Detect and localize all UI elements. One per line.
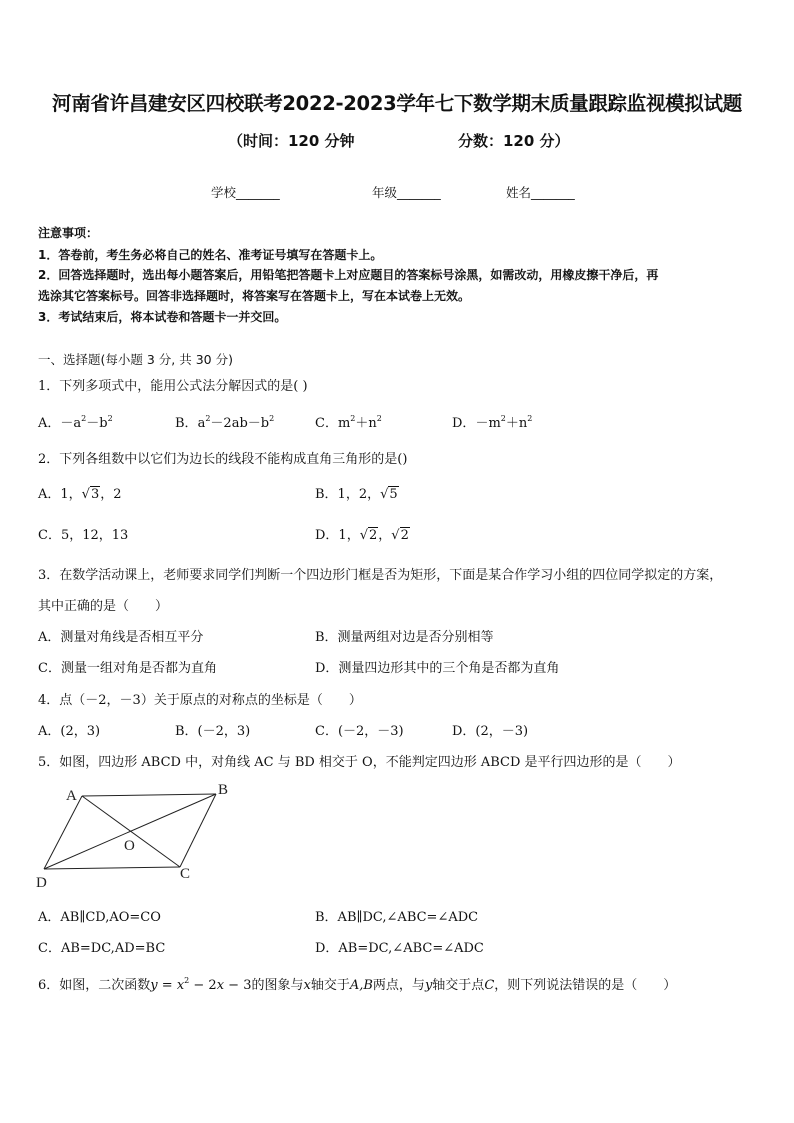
q4-option-c: C．(－2，－3) [315,724,404,739]
q1-stem: 1．下列多项式中，能用公式法分解因式的是( ) [38,379,308,394]
q2-stem: 2．下列各组数中以它们为边长的线段不能构成直角三角形的是() [38,452,408,467]
section-heading: 一、选择题(每小题 3 分, 共 30 分) [38,352,233,367]
school-field: 学校_______ [211,185,280,200]
q2-option-c: C．5，12，13 [38,528,129,543]
q6-stem: 6．如图，二次函数$y = x^2 - 2x - 3$的图象与x轴交于A,B两点，与y轴交于点C，则下列说法错误的是（ ） [38,976,677,993]
side-da [44,796,82,869]
q2-option-d: D．1，√2，√2 [315,528,409,543]
grade-field: 年级_______ [372,185,441,200]
q3-stem-line2: 其中正确的是（ ） [38,599,169,614]
q5-stem: 5．如图，四边形 ABCD 中，对角线 AC 与 BD 相交于 O，不能判定四边形 ABCD 是平行四边形的是（ ） [38,755,681,770]
side-bc [180,794,216,867]
q1-option-a: A．$-a^2-b^2$ [38,414,113,431]
parallelogram-figure [30,780,240,890]
score-label: 分数：120 分） [458,132,570,150]
side-ab [82,794,216,796]
q2-option-a: A．1，√3，2 [38,487,122,502]
q4-option-d: D．(2，－3) [452,724,529,739]
q4-stem: 4．点（－2，－3）关于原点的对称点的坐标是（ ） [38,693,362,708]
q2-option-b: B．1，2，√5 [315,487,398,502]
label-a: A [66,788,77,804]
name-field: 姓名_______ [506,185,575,200]
time-label: （时间：120 分钟 [228,132,355,150]
q1-option-b: B．$a^2-2ab-b^2$ [175,414,275,431]
notice-item-3: 3．考试结束后，将本试卷和答题卡一并交回。 [38,310,287,324]
q4-option-a: A．(2，3) [38,724,101,739]
label-c: C [180,866,191,882]
q3-option-b: B．测量两组对边是否分别相等 [315,630,494,645]
notice-item-1: 1．答卷前，考生务必将自己的姓名、准考证号填写在答题卡上。 [38,248,383,262]
q5-option-a: A．AB∥CD,AO=CO [38,910,161,925]
q4-option-b: B．(－2，3) [175,724,251,739]
notice-heading: 注意事项： [38,226,99,240]
q3-stem-line1: 3．在数学活动课上，老师要求同学们判断一个四边形门框是否为矩形，下面是某合作学习小组的四位同学拟定的方案， [38,568,723,583]
notice-item-2: 2．回答选择题时，选出每小题答案后，用铅笔把答题卡上对应题目的答案标号涂黑，如需改动，用橡皮擦干净后，再 [38,268,659,282]
q3-option-a: A．测量对角线是否相互平分 [38,630,204,645]
label-o: O [124,838,135,854]
notice-item-2-cont: 选涂其它答案标号。回答非选择题时，将答案写在答题卡上，写在本试卷上无效。 [38,289,471,303]
q1-option-d: D．$-m^2+n^2$ [452,414,533,431]
q3-option-c: C．测量一组对角是否都为直角 [38,661,217,676]
label-b: B [218,782,229,798]
q5-option-d: D．AB=DC,∠ABC=∠ADC [315,941,484,956]
q5-option-b: B．AB∥DC,∠ABC=∠ADC [315,910,479,925]
diagonal-bd [44,794,216,869]
label-d: D [36,875,47,890]
side-cd [44,867,180,869]
q3-option-d: D．测量四边形其中的三个角是否都为直角 [315,661,560,676]
q5-option-c: C．AB=DC,AD=BC [38,941,166,956]
q1-option-c: C．$m^2+n^2$ [315,414,382,431]
page-title: 河南省许昌建安区四校联考2022-2023学年七下数学期末质量跟踪监视模拟试题 [52,92,742,115]
